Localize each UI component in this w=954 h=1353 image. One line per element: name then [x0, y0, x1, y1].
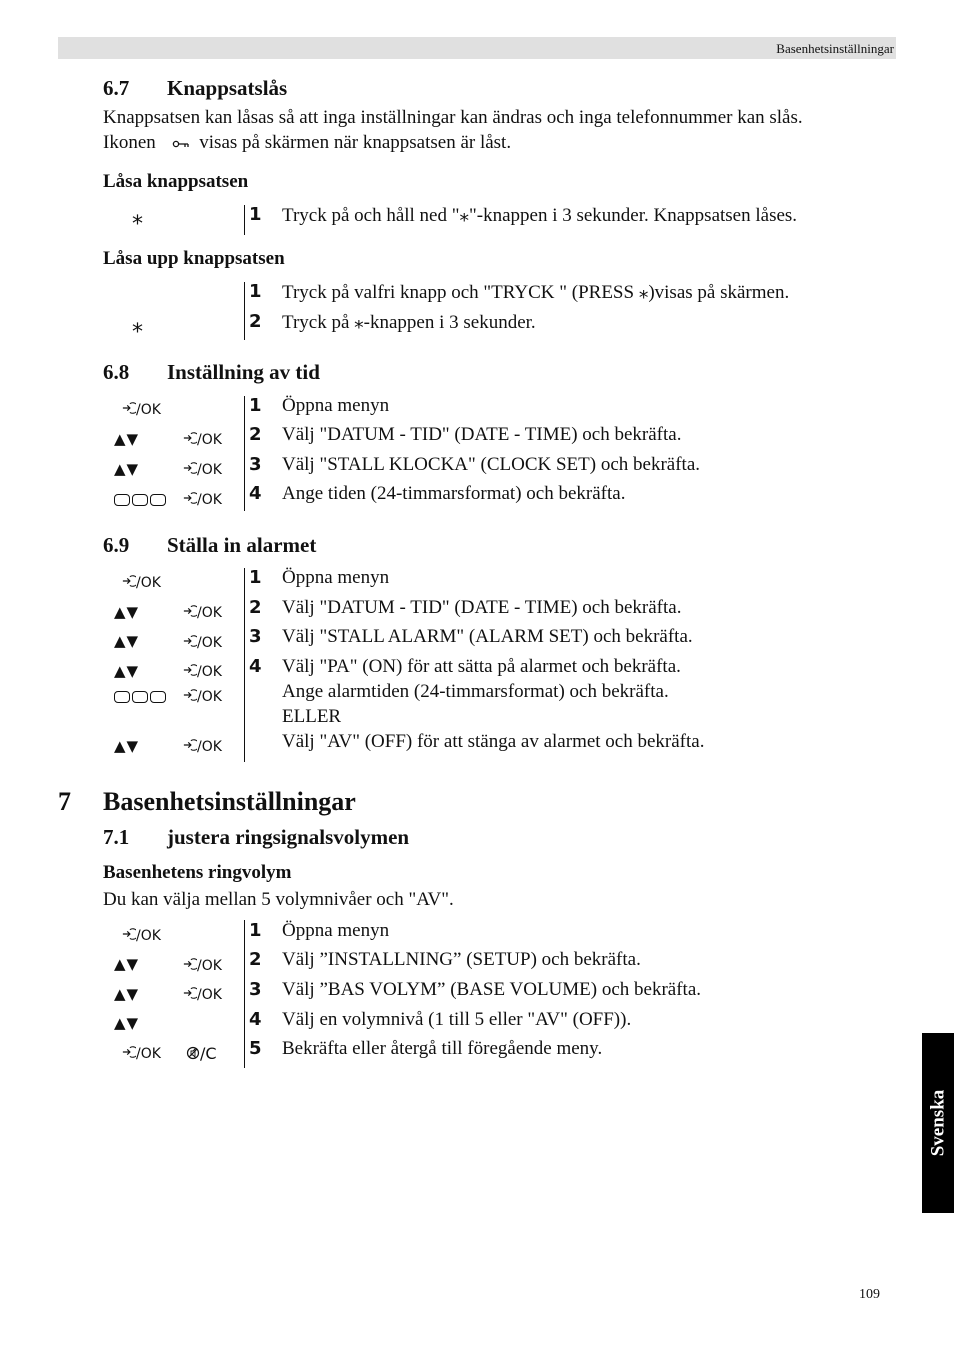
up-down-arrows-icon: ▲▼: [114, 955, 140, 973]
up-down-arrows-icon: ▲▼: [114, 632, 140, 650]
step-number: 2: [249, 424, 262, 445]
ring-volume-text: Du kan välja mellan 5 volymnivåer och "AV".: [103, 889, 454, 910]
step-number: 4: [249, 1009, 262, 1030]
star-key-icon: ⁎: [132, 313, 143, 338]
section-6-7-heading: 6.7 Knappsatslås: [103, 76, 288, 100]
divider: [244, 396, 245, 511]
menu-enter-icon: [122, 575, 136, 587]
menu-ok-key: /OK: [183, 958, 222, 974]
menu-enter-icon: [183, 664, 197, 676]
numeric-keys-icon: [114, 691, 166, 703]
step-number: 4: [249, 656, 262, 677]
star-key-icon: ⁎: [459, 204, 469, 226]
menu-ok-key: /OK: [122, 1046, 161, 1062]
section-6-8-heading: 6.8 Inställning av tid: [103, 360, 320, 384]
menu-ok-key: /OK: [183, 664, 222, 680]
volume-step-5: Bekräfta eller återgå till föregående meny.: [282, 1038, 603, 1059]
alarm-step-4-off: Välj "AV" (OFF) för att stänga av alarmet och bekräfta.: [282, 731, 705, 752]
menu-enter-icon: [183, 635, 197, 647]
menu-ok-key: /OK: [183, 739, 222, 755]
star-key-icon: ⁎: [132, 205, 143, 230]
language-tab-label: Svenska: [927, 1089, 948, 1157]
key-icon: [163, 138, 193, 150]
mute-icon: [186, 1046, 200, 1060]
time-step-1: Öppna menyn: [282, 395, 390, 416]
menu-enter-icon: [183, 739, 197, 751]
divider: [244, 282, 245, 340]
time-step-2: Välj "DATUM - TID" (DATE - TIME) och bekräfta.: [282, 424, 682, 445]
up-down-arrows-icon: ▲▼: [114, 662, 140, 680]
menu-ok-key: /OK: [122, 928, 161, 944]
running-header: Basenhetsinställningar: [776, 41, 894, 56]
step-number: 3: [249, 626, 262, 647]
step-number: 1: [249, 204, 262, 225]
menu-enter-icon: [183, 432, 197, 444]
unlock-subheading: Låsa upp knappsatsen: [103, 248, 285, 269]
up-down-arrows-icon: ▲▼: [114, 430, 140, 448]
menu-enter-icon: [122, 1046, 136, 1058]
step-number: 1: [249, 281, 262, 302]
alarm-step-4: Välj "PA" (ON) för att sätta på alarmet och bekräfta.: [282, 656, 681, 677]
divider: [244, 920, 245, 1068]
section-7-1-heading: 7.1 justera ringsignalsvolymen: [103, 825, 410, 849]
section-6-9-heading: 6.9 Ställa in alarmet: [103, 533, 317, 557]
step-number: 5: [249, 1038, 262, 1059]
menu-ok-key: /OK: [183, 605, 222, 621]
alarm-step-1: Öppna menyn: [282, 567, 390, 588]
volume-step-2: Välj ”INSTALLNING” (SETUP) och bekräfta.: [282, 949, 641, 970]
menu-enter-icon: [183, 462, 197, 474]
divider: [244, 568, 245, 762]
menu-ok-key: /OK: [122, 402, 161, 418]
up-down-arrows-icon: ▲▼: [114, 1014, 140, 1032]
star-key-icon: ⁎: [638, 281, 649, 303]
step-number: 1: [249, 395, 262, 416]
menu-enter-icon: [183, 987, 197, 999]
step-number: 3: [249, 979, 262, 1000]
step-number: 2: [249, 597, 262, 618]
menu-ok-key: /OK: [183, 432, 222, 448]
menu-enter-icon: [183, 605, 197, 617]
step-number: 2: [249, 949, 262, 970]
lock-subheading: Låsa knappsatsen: [103, 171, 249, 192]
up-down-arrows-icon: ▲▼: [114, 737, 140, 755]
up-down-arrows-icon: ▲▼: [114, 460, 140, 478]
divider: [244, 205, 245, 235]
ring-volume-subheading: Basenhetens ringvolym: [103, 862, 292, 883]
time-step-3: Välj "STALL KLOCKA" (CLOCK SET) och bekräfta.: [282, 454, 701, 475]
menu-enter-icon: [122, 928, 136, 940]
page-number: 109: [859, 1287, 880, 1302]
volume-step-4: Välj en volymnivå (1 till 5 eller "AV" (OFF)).: [282, 1009, 632, 1030]
step-number: 2: [249, 311, 262, 332]
chapter-7-heading: 7 Basenhetsinställningar: [58, 787, 356, 816]
alarm-step-3: Välj "STALL ALARM" (ALARM SET) och bekräfta.: [282, 626, 693, 647]
step-number: 1: [249, 920, 262, 941]
menu-ok-key: /OK: [183, 492, 222, 508]
menu-ok-key: /OK: [183, 987, 222, 1003]
time-step-4: Ange tiden (24-timmarsformat) och bekräfta.: [282, 483, 626, 504]
star-key-icon: ⁎: [354, 311, 364, 333]
section-6-7-text: Knappsatsen kan låsas så att inga inställningar kan ändras och inga telefonnummer kan slås. Ikonen visas på skärmen när knappsatsen är låst.: [103, 107, 803, 153]
numeric-keys-icon: [114, 494, 166, 506]
menu-ok-key: /OK: [183, 462, 222, 478]
menu-ok-key: /OK: [122, 575, 161, 591]
header-bar: [58, 37, 896, 59]
step-number: 1: [249, 567, 262, 588]
step-number: 4: [249, 483, 262, 504]
step-number: 3: [249, 454, 262, 475]
up-down-arrows-icon: ▲▼: [114, 985, 140, 1003]
menu-ok-key: /OK: [183, 635, 222, 651]
menu-enter-icon: [183, 492, 197, 504]
back-clear-key: /C: [186, 1044, 217, 1063]
menu-enter-icon: [183, 958, 197, 970]
unlock-step-2: Tryck på ⁎-knappen i 3 sekunder.: [282, 311, 536, 333]
alarm-step-2: Välj "DATUM - TID" (DATE - TIME) och bekräfta.: [282, 597, 682, 618]
lock-step-1: Tryck på och håll ned "⁎"-knappen i 3 sekunder. Knappsatsen låses.: [282, 204, 798, 226]
menu-enter-icon: [122, 402, 136, 414]
menu-ok-key: /OK: [183, 689, 222, 705]
unlock-step-1: Tryck på valfri knapp och "TRYCK " (PRESS ⁎)visas på skärmen.: [282, 281, 790, 303]
alarm-step-4-or: ELLER: [282, 706, 342, 727]
alarm-step-4-set-time: Ange alarmtiden (24-timmarsformat) och bekräfta.: [282, 681, 669, 702]
menu-enter-icon: [183, 689, 197, 701]
volume-step-1: Öppna menyn: [282, 920, 390, 941]
volume-step-3: Välj ”BAS VOLYM” (BASE VOLUME) och bekräfta.: [282, 979, 702, 1000]
up-down-arrows-icon: ▲▼: [114, 603, 140, 621]
